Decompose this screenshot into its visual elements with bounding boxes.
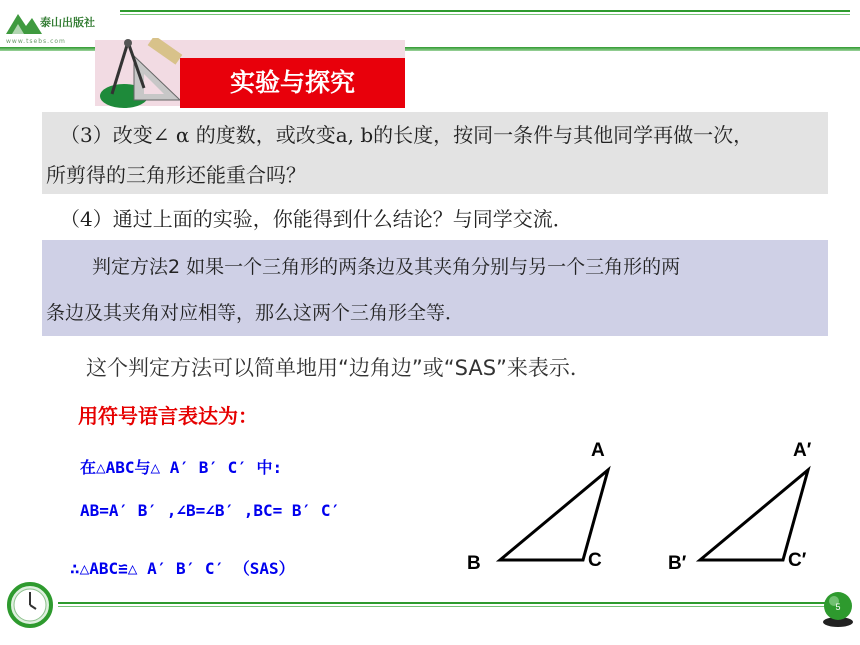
experiment-3-line-2: 所剪得的三角形还能重合吗？: [46, 163, 306, 187]
label-c: C: [588, 550, 602, 571]
page-number: 5: [835, 602, 841, 612]
judgement-line-2: 条边及其夹角对应相等，那么这两个三角形全等．: [46, 302, 465, 324]
publisher-name: 泰山出版社: [40, 16, 95, 29]
symbolic-line-1: 在△ABC与△ A′ B′ C′ 中:: [80, 458, 283, 477]
label-b: B: [467, 553, 481, 574]
experiment-3-line-1: （3）改变∠ α 的度数，或改变a, b的长度，按同一条件与其他同学再做一次，: [60, 123, 754, 147]
section-title: 实验与探究: [180, 58, 405, 108]
symbolic-line-3: ∴△ABC≌△ A′ B′ C′ （SAS）: [70, 559, 295, 578]
symbolic-line-2: AB=A′ B′ ,∠B=∠B′ ,BC= B′ C′: [80, 501, 341, 520]
publisher-url: www.tsebs.com: [6, 38, 66, 45]
clock-icon: [6, 577, 54, 631]
judgement-line-1: 判定方法2 如果一个三角形的两条边及其夹角分别与另一个三角形的两: [92, 256, 681, 278]
geometry-tools-icon: [98, 38, 184, 110]
label-a: A: [591, 440, 605, 461]
triangle-diagram: [450, 430, 850, 580]
label-b-prime: B′: [668, 553, 687, 574]
triangle-abc-prime: [668, 440, 812, 574]
symbolic-heading: 用符号语言表达为：: [78, 404, 258, 428]
mountain-icon: [6, 14, 42, 34]
footer-rule-thin: [58, 606, 828, 607]
label-c-prime: C′: [788, 550, 807, 571]
label-a-prime: A′: [793, 440, 812, 461]
header-rule: [120, 10, 850, 12]
footer-rule: [58, 602, 828, 604]
triangle-abc: [467, 440, 608, 574]
sas-note: 这个判定方法可以简单地用“边角边”或“SAS”来表示．: [86, 356, 591, 380]
experiment-4-line: （4）通过上面的实验，你能得到什么结论？与同学交流．: [60, 207, 573, 231]
header-rule-thin: [120, 14, 850, 15]
page-indicator: [820, 588, 856, 628]
